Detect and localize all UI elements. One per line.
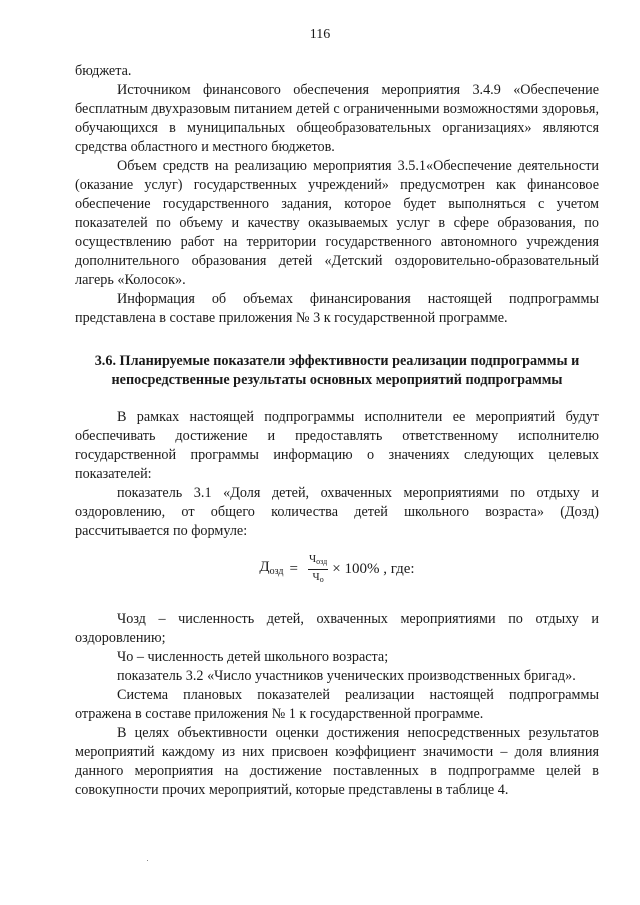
formula-denominator-symbol: Ч — [312, 571, 320, 583]
formula-fraction — [308, 553, 328, 586]
paragraph: Система плановых показателей реализации настоящей подпрограммы отражена в составе приложения № 1 к государственной программе. — [75, 687, 599, 722]
definition-paragraph: Чо – численность детей школьного возраста; — [117, 649, 389, 665]
formula-numerator — [308, 553, 328, 570]
scan-speck — [147, 860, 148, 861]
formula-denominator-subscript: о — [319, 575, 324, 584]
paragraph: Объем средств на реализацию мероприятия 3.5.1«Обеспечение деятельности (оказание услуг) государственных учреждений» предусмотрен как финансовое обеспечение государственного задания, которое будет выполняться с учетом показателей по объему и качеству оказываемых услуг в сфере образования, по осуществлению работ на территории государственного автономного учреждения дополнительного образования детей «Детский оздоровительно-образовательный лагерь «Колосок». — [75, 158, 599, 288]
formula-equals: = — [289, 561, 298, 577]
formula-denominator — [313, 570, 324, 586]
page-number: 116 — [309, 27, 331, 42]
paragraph: Источником финансового обеспечения мероприятия 3.4.9 «Обеспечение бесплатным двухразовым питанием детей с ограниченными возможностями здоровья, обучающихся в муниципальных общеобразовательных организациях» являются средства областного и местного бюджетов. — [75, 82, 599, 155]
formula-numerator-subscript: озд — [316, 557, 328, 566]
paragraph: Информация об объемах финансирования настоящей подпрограммы представлена в составе приложения № 3 к государственной программе. — [75, 291, 599, 326]
formula-lhs — [259, 558, 283, 581]
formula-rhs: × 100% , где: — [332, 561, 415, 577]
formula — [75, 553, 599, 586]
definition-paragraph: Чозд – численность детей, охваченных мероприятиями по отдыху и оздоровлению; — [75, 611, 599, 646]
formula-lhs-symbol: Д — [259, 559, 270, 575]
document-body — [75, 62, 599, 800]
formula-lhs-subscript: озд — [269, 566, 284, 577]
paragraph: показатель 3.1 «Доля детей, охваченных мероприятиями по отдыху и оздоровлению, от общего количества детей школьного возраста» (Дозд) рассчитывается по формуле: — [75, 485, 599, 539]
section-heading: 3.6. Планируемые показатели эффективности реализации подпрограммы и непосредственные результаты основных мероприятий подпрограммы — [94, 353, 580, 388]
paragraph: бюджета. — [75, 63, 132, 79]
formula-numerator-symbol: Ч — [308, 553, 317, 565]
paragraph: В рамках настоящей подпрограммы исполнители ее мероприятий будут обеспечивать достижение и предоставлять ответственному исполнителю государственной программы информацию о значениях следующих целевых показателей: — [75, 409, 599, 482]
paragraph: показатель 3.2 «Число участников ученических производственных бригад». — [117, 668, 576, 684]
paragraph: В целях объективности оценки достижения непосредственных результатов мероприятий каждому из них присвоен коэффициент значимости – доля влияния данного мероприятия на достижение поставленных в подпрограмме целей в совокупности прочих мероприятий, которые представлены в таблице 4. — [75, 725, 599, 798]
